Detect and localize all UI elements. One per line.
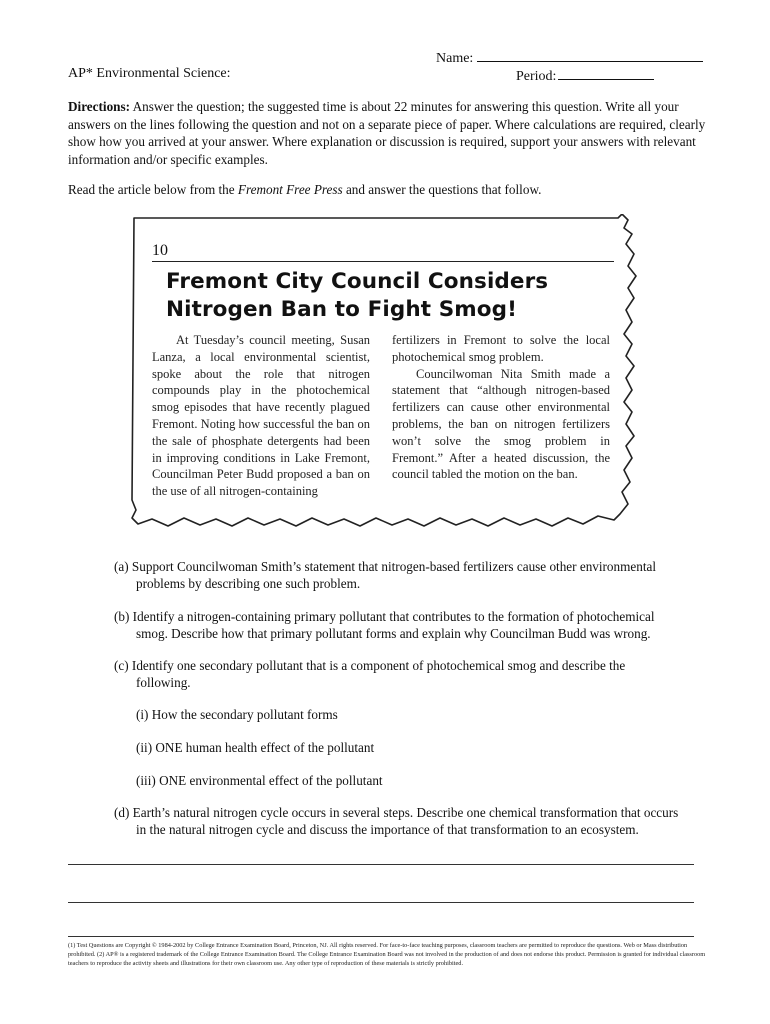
footnote-divider	[68, 936, 694, 937]
question-a-line-2: problems by describing one such problem.	[136, 576, 361, 592]
question-d	[114, 804, 704, 839]
question-d-line-2: in the natural nitrogen cycle and discuss the importance of that transformation to an ecosystem.	[136, 822, 639, 838]
question-a	[114, 558, 704, 593]
intro-text	[68, 182, 541, 198]
period-label: Period:	[516, 69, 557, 84]
article-column-2	[392, 332, 610, 483]
directions-label: Directions:	[68, 99, 131, 114]
name-blank-line[interactable]	[477, 48, 703, 62]
article-headline	[166, 268, 616, 324]
question-c-i: (i) How the secondary pollutant forms	[136, 707, 338, 722]
name-label: Name:	[436, 51, 474, 66]
intro-before: Read the article below from the	[68, 182, 238, 197]
question-b-line-1: (b) Identify a nitrogen-containing primary pollutant that contributes to the formation of photochemical	[114, 609, 655, 624]
question-c-line-1: (c) Identify one secondary pollutant that is a component of photochemical smog and describe the	[114, 658, 626, 673]
issue-number: 10	[152, 242, 168, 259]
period-blank-line[interactable]	[558, 66, 654, 80]
intro-after: and answer the questions that follow.	[342, 182, 542, 197]
directions	[68, 98, 708, 168]
article-paragraph-1-cont: fertilizers in Fremont to solve the local photochemical smog problem.	[392, 333, 610, 364]
copyright-footnote: (1) Test Questions are Copyright © 1984-2002 by College Entrance Examination Board, Princeton, NJ. All rights reserved. For face-to-face teaching purposes, classroom teachers are permitted to reproduce the questions. Web or Mass distribution prohibited. (2) AP® is a registered trademark of the College Entrance Examination Board. The College Entrance Examination Board was not involved in the production of and does not endorse this product. Permission is granted for individual classroom teachers to reproduce the activity sheets and illustrations for their own classroom use. Any other type of reproduction of these materials is strictly prohibited.	[68, 942, 706, 967]
course-title: AP* Environmental Science:	[68, 66, 231, 81]
headline-line-1: Fremont City Council Considers	[166, 269, 549, 294]
article-column-1	[152, 332, 370, 500]
answer-line-2[interactable]	[68, 902, 694, 903]
question-b-line-2: smog. Describe how that primary pollutant forms and explain why Councilman Budd was wrong.	[136, 626, 651, 642]
masthead-rule	[152, 261, 614, 262]
directions-text: Answer the question; the suggested time is about 22 minutes for answering this question. Write all your answers on the lines following the question and not on a separate piece of paper. Where calculations are required, clearly show how you arrived at your answer. Where explanation or discussion is required, support your answers with relevant information and/or specific examples.	[68, 99, 706, 167]
question-c-line-2: following.	[136, 675, 191, 691]
answer-line-1[interactable]	[68, 864, 694, 865]
question-a-line-1: (a) Support Councilwoman Smith’s statement that nitrogen-based fertilizers cause other environmental	[114, 559, 657, 574]
question-c-ii: (ii) ONE human health effect of the pollutant	[136, 740, 375, 755]
intro-source: Fremont Free Press	[237, 182, 343, 197]
question-c	[114, 657, 704, 692]
article-paragraph-2: Councilwoman Nita Smith made a statement that “although nitrogen-based fertilizers can cause other environmental problems, the ban on nitrogen fertilizers won’t solve the smog problem in Fremont.” After a heated discussion, the council tabled the motion on the ban.	[392, 366, 610, 482]
period-field	[516, 66, 654, 85]
question-b	[114, 608, 704, 643]
name-field	[436, 48, 703, 67]
article-paragraph-1: At Tuesday’s council meeting, Susan Lanza, a local environmental scientist, spoke about the role that nitrogen compounds play in the photochemical smog episodes that have recently plagued Fremont. Noting how successful the ban on the sale of phosphate detergents had been in improving conditions in Lake Fremont, Councilman Peter Budd proposed a ban on the use of all nitrogen-containing	[152, 333, 370, 499]
headline-line-2: Nitrogen Ban to Fight Smog!	[166, 297, 518, 322]
question-d-line-1: (d) Earth’s natural nitrogen cycle occurs in several steps. Describe one chemical transformation that occurs	[114, 805, 679, 820]
question-c-iii: (iii) ONE environmental effect of the pollutant	[136, 773, 383, 788]
